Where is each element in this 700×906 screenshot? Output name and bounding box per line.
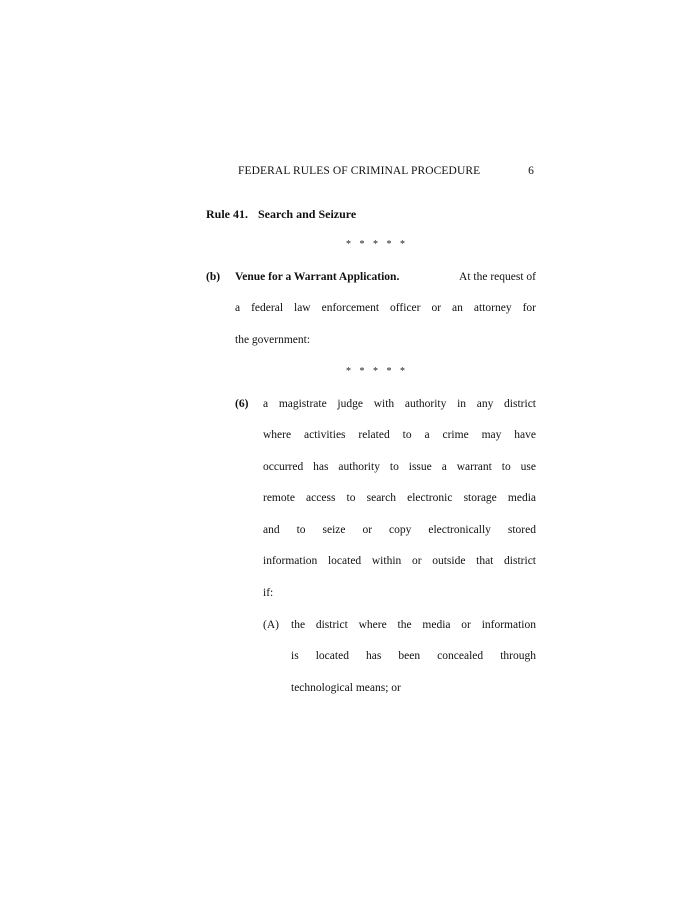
subdivision-b-first-line <box>235 271 536 283</box>
running-head <box>238 165 538 181</box>
subdivision-b-label: (b) <box>206 271 221 283</box>
omission-marker-1: * * * * * <box>346 239 408 250</box>
subdivision-b-heading: Venue for a Warrant Application. <box>235 271 400 283</box>
rule-heading <box>206 207 356 222</box>
subparagraph-a-line-1: the district where the media or information <box>291 619 536 631</box>
paragraph-6-line-7: if: <box>263 587 274 599</box>
paragraph-6-line-3: occurred has authority to issue a warrant to use <box>263 461 536 473</box>
paragraph-6-line-2: where activities related to a crime may have <box>263 429 536 441</box>
subparagraph-a-line-3: technological means; or <box>291 682 401 694</box>
subdivision-b-line-3: the government: <box>235 334 311 346</box>
subdivision-b-line-1: At the request of <box>459 271 536 283</box>
subparagraph-a-label: (A) <box>263 619 279 631</box>
paragraph-6-line-6: information located within or outside that district <box>263 555 536 567</box>
paragraph-6-label: (6) <box>235 398 249 410</box>
paragraph-6-line-5: and to seize or copy electronically stored <box>263 524 536 536</box>
subdivision-b-line-2: a federal law enforcement officer or an attorney for <box>235 302 536 314</box>
running-head-title: FEDERAL RULES OF CRIMINAL PROCEDURE <box>238 165 481 177</box>
rule-number: Rule 41. <box>206 207 248 221</box>
subparagraph-a-line-2: is located has been concealed through <box>291 650 536 662</box>
paragraph-6-line-4: remote access to search electronic storage media <box>263 492 536 504</box>
paragraph-6-line-1: a magistrate judge with authority in any district <box>263 398 536 410</box>
rule-title: Search and Seizure <box>258 207 357 221</box>
page-number: 6 <box>528 165 534 177</box>
omission-marker-2: * * * * * <box>346 366 408 377</box>
